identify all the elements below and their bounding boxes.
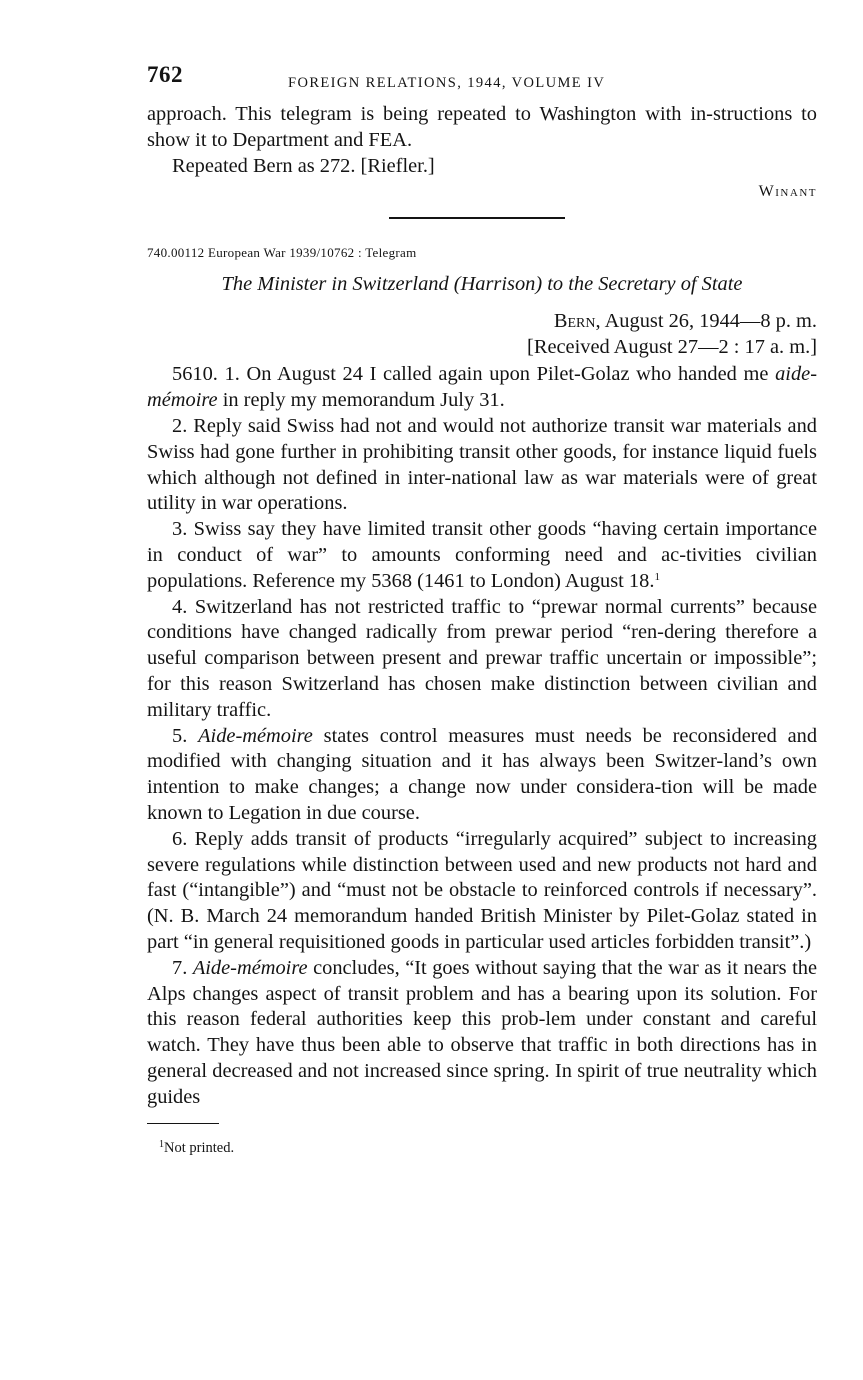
signature bbox=[147, 183, 817, 201]
paragraph-1-italic: aide- mémoire bbox=[147, 363, 817, 412]
paragraph-7 bbox=[147, 956, 817, 1111]
paragraph-5-italic: Aide-mémoire bbox=[198, 724, 313, 747]
received-line: [Received August 27—2 : 17 a. m.] bbox=[527, 336, 817, 359]
paragraph-1-text-b: in reply my memorandum July 31. bbox=[217, 389, 505, 412]
running-title: FOREIGN RELATIONS, 1944, VOLUME IV bbox=[288, 75, 606, 91]
paragraph-3-text: 3. Swiss say they have limited transit other goods “having certain importance in conduct of war” to amounts conforming need and ac-tivities civilian populations. Reference my 5368 (1461 to London) August 18. bbox=[147, 518, 817, 592]
preceding-document bbox=[147, 102, 817, 179]
file-reference: 740.00112 European War 1939/10762 : Telegram bbox=[147, 245, 417, 261]
title-part-1: The Minister in Switzerland ( bbox=[221, 273, 461, 296]
telegram-body bbox=[147, 362, 817, 1110]
dateline-place: Bern bbox=[553, 310, 596, 333]
running-head bbox=[147, 62, 817, 102]
document-title bbox=[147, 271, 817, 297]
footnote bbox=[159, 1139, 817, 1157]
paragraph-5-text: states control measures must needs be reconsidered and modified with changing situation and it has always been Switzer-land’s own intention to make changes; a change now under considera-tion will be made known to Legation in due course. bbox=[147, 724, 818, 824]
paragraph-7-number: 7. bbox=[172, 956, 193, 979]
paragraph-6: 6. Reply adds transit of products “irregularly acquired” subject to increasing severe regulations while distinction between used and new products not hard and fast (“intangible”) and “must not be obstacle to reinforced controls if necessary”. (N. B. March 24 memorandum handed British Minister by Pilet-Golaz stated in part “in general requisitioned goods in particular used articles forbidden transit”.) bbox=[147, 827, 817, 953]
paragraph-1 bbox=[147, 362, 817, 414]
paragraph-7-text: concludes, “It goes without saying that the war as it nears the Alps changes aspect of transit problem and has a bearing upon its solution. For this reason federal authorities keep this prob-lem under constant and careful watch. They have thus been able to observe that traffic in both directions has in general decreased and not increased since spring. In spirit of true neutrality which guides bbox=[147, 956, 818, 1108]
signature-name: Winant bbox=[758, 183, 817, 201]
paragraph-5-number: 5. bbox=[172, 724, 199, 747]
document-separator bbox=[389, 217, 565, 219]
footnote-number: 1 bbox=[159, 1138, 164, 1150]
page-number: 762 bbox=[147, 62, 183, 87]
document-page bbox=[147, 62, 817, 1157]
footnote-text: Not printed. bbox=[164, 1139, 235, 1156]
paragraph-2: 2. Reply said Swiss had not and would not authorize transit war materials and Swiss had gone further in prohibiting transit other goods, for instance liquid fuels which although not defined in inter-national law as war materials were of great utility in war operations. bbox=[147, 414, 817, 515]
continuation-paragraph: approach. This telegram is being repeated to Washington with in-structions to show it to Department and FEA. bbox=[147, 103, 817, 151]
paragraph-4: 4. Switzerland has not restricted traffic to “prewar normal currents” because conditions have changed radically from prewar period “ren-dering therefore a useful comparison between present and prewar traffic uncertain or impossible”; for this reason Switzerland has chosen make distinction between civilian and military traffic. bbox=[147, 595, 817, 721]
title-name: Harrison bbox=[460, 273, 536, 296]
title-part-2: ) to the Secretary of State bbox=[535, 273, 743, 296]
dateline bbox=[147, 308, 817, 334]
dateline-date: , August 26, 1944—8 p. m. bbox=[595, 310, 817, 333]
footnote-rule bbox=[147, 1123, 219, 1124]
paragraph-3 bbox=[147, 517, 817, 594]
paragraph-5 bbox=[147, 724, 817, 827]
repeated-note: Repeated Bern as 272. [Riefler.] bbox=[172, 154, 435, 177]
footnote-marker: 1 bbox=[654, 570, 660, 583]
paragraph-1-text-a: 5610. 1. On August 24 I called again upon Pilet-Golaz who handed me bbox=[172, 363, 776, 386]
paragraph-7-italic: Aide-mémoire bbox=[192, 956, 308, 979]
